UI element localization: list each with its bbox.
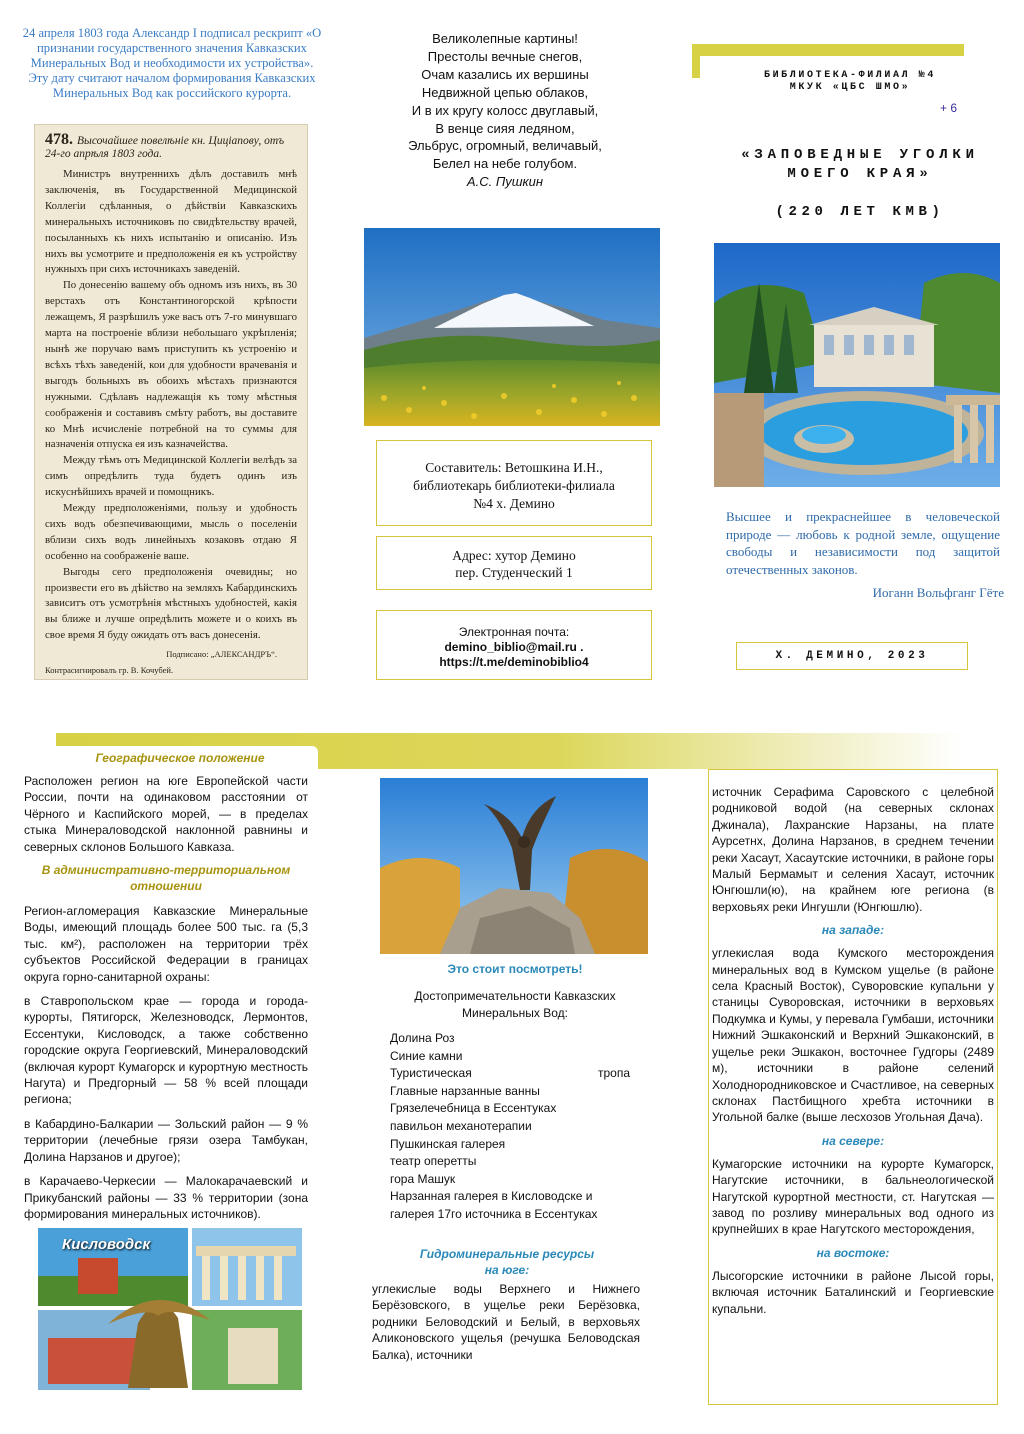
poem-line: Престолы вечные снегов, bbox=[427, 48, 583, 64]
list-item: театр оперетты bbox=[390, 1154, 477, 1169]
list-item-part: тропа bbox=[597, 1066, 630, 1081]
geo-text: Расположен регион на юге Европейской части России, почти на одинаковом расстоянии от Чёрного и Каспийского морей, — в пределах стыка Минераловодской наклонной равнины и северных склонов Большого Кавказа. bbox=[24, 774, 308, 854]
hydro-column bbox=[712, 784, 994, 1323]
poem-author: А.С. Пушкин bbox=[466, 174, 544, 190]
email-label: Электронная почта: bbox=[458, 625, 570, 639]
compiler-line: №4 х. Демино bbox=[473, 496, 555, 511]
decree-paragraph: По донесенію вашему объ одномъ изъ нихъ, въ 30 верстахъ отъ Константиногорской крѣпости лежащемъ, Я разрѣшилъ уже васъ отъ 7-го минувшаго марта на построеніе вблизи небольшаго укрѣпленія; нынѣ же поручаю вамъ приступить къ устроенію и всѣхъ тѣхъ заведеній, кои для удобности врачеванія и выгодъ больныхъ въ обоихъ мѣстахъ признаются нужными. Сдѣлавъ надлежащія къ тому мѣстныя соображенія и составивъ смѣту работъ, вы доставите ко Мнѣ исчисленіе потребной на то суммы для назначенія отпуска ея изъ казначейства. bbox=[45, 279, 297, 451]
compiler-line: Составитель: Ветошкина И.Н., bbox=[425, 460, 603, 475]
poem-line: Очам казались их вершины bbox=[421, 66, 589, 82]
eagle-illustration bbox=[380, 778, 648, 954]
decree-paragraph: Министръ внутреннихъ дѣлъ доставилъ мнѣ заключенія, въ Государственной Медицинской Коллегіи сдѣланныя, о дѣйствіи Кавказскихъ минеральныхъ источниковъ по свидѣтельству врачей, посыланныхъ къ нихъ испытанію и описанію. Изъ нихъ вы усмотрите и предположенія ея къ устройству нужныхъ при сихъ источникахъ заведеній. bbox=[45, 168, 297, 276]
list-item: Пушкинская галерея bbox=[390, 1136, 506, 1151]
poem-line: В венце сияя ледяном, bbox=[435, 120, 575, 136]
poem-line: Эльбрус, огромный, величавый, bbox=[408, 138, 602, 154]
admin-paragraph: в Ставропольском крае — города и города-курорты, Пятигорск, Железноводск, Лермонтов, Ессентуки, Кисловодск, а также собственно городские округа Георгиевский, Минераловодский (включая курорт Кумагорск и курортную местность Нагута) и Предгорный — 58 % всей площади региона; bbox=[24, 994, 308, 1107]
decree-paragraph: Между предположеніями, пользу и удобность сихъ водъ обезпечивающими, мысль о поселеніи вблизи сихъ водъ линейныхъ козаковъ отдаю Я особенно на соображеніе ваше. bbox=[45, 502, 297, 562]
goethe-quote: Высшее и прекраснейшее в человеческой природе — любовь к родной земле, ощущение свободы и независимости под защитой отечественных законов. bbox=[726, 509, 1000, 577]
age-rating-badge: + 6 bbox=[940, 101, 958, 115]
address-box bbox=[376, 536, 652, 590]
admin-text bbox=[24, 903, 308, 1230]
admin-paragraph: Регион-агломерация Кавказские Минеральные Воды, имеющий площадь более 500 тыс. га (5,3 тыс. км²), расположен на территории трёх субъектов Российской Федерации в границах округа горно-санитарной охраны: bbox=[24, 904, 308, 984]
poem-line: Белел на небе голубом. bbox=[432, 156, 578, 172]
hydro-east-text: Лысогорские источники в районе Лысой горы, включая источник Баталинский и Георгиевские купальни. bbox=[712, 1268, 994, 1316]
hydro-west-text: углекислая вода Кумского месторождения минеральных вод в Кумском ущелье (в районе села Красный Восток), Суворовские купальни у станицы Суворовская, источники в верховьях Подкумка и Кумы, у перевала Гумбаши, источники Нижний Эшкаконский и Верхний Эшкаконский, в ущелье реки Эшкакон, восточнее Гудгоры (2489 м), источники в районе селений Холоднородниковское и Счастливое, на северных склонах Пастбищного хребта источники в Угольной балке (выше лесхозов Угольная Дача). bbox=[712, 946, 994, 1125]
list-item: Грязелечебница в Ессентуках bbox=[390, 1101, 557, 1116]
compiler-info-box bbox=[376, 440, 652, 526]
decree-paragraph: Между тѣмъ отъ Медицинской Коллегіи велѣдъ за симъ опредѣлить туда будетъ одинъ изъ искуснѣйшихъ врачей и помощникъ. bbox=[45, 454, 297, 499]
geo-heading: Географическое положение bbox=[95, 751, 265, 765]
admin-heading: В административно-территориальном отношении bbox=[41, 863, 291, 893]
sights-intro: Достопримечательности Кавказских Минеральных Вод: bbox=[414, 989, 616, 1020]
list-item: Главные нарзанные ванны bbox=[390, 1083, 540, 1098]
poem-line: Великолепные картины! bbox=[432, 31, 578, 46]
title-line: «ЗАПОВЕДНЫЕ УГОЛКИ bbox=[741, 147, 979, 163]
decree-paragraph: Выгоды сего предположенія очевидны; но произвести его въ дѣйство на земляхъ Кабардинскихъ зависитъ отъ усмотрѣнія мѣстныхъ удобностей, какія вы ближе и лучше опредѣлить можете и о коихъ въ свое время Я буду ожидать отъ васъ донесенія. bbox=[45, 565, 297, 642]
list-item: Нарзанная галерея в Кисловодске и галерея 17го источника в Ессентуках bbox=[390, 1189, 598, 1221]
goethe-quote-author: Иоганн Вольфганг Гёте bbox=[872, 585, 1004, 600]
hydro-heading bbox=[372, 1246, 642, 1278]
list-item: гора Машук bbox=[390, 1171, 456, 1186]
list-item bbox=[390, 1065, 630, 1083]
sights-list bbox=[390, 1030, 630, 1224]
decree-countersign: Контрасигнировалъ гр. В. Кочубей. bbox=[45, 665, 174, 676]
elbrus-photo bbox=[364, 228, 660, 426]
decree-number: 478. bbox=[45, 131, 73, 148]
hydro-north-heading: на севере: bbox=[821, 1133, 885, 1148]
address-line: Адрес: хутор Демино bbox=[452, 548, 576, 563]
resort-illustration bbox=[714, 243, 1000, 487]
decree-intro-text: 24 апреля 1803 года Александр I подписал рескрипт «О признании государственного значения Кавказских Минеральных Вод и необходимости их устройства». Эту дату считают началом формирования Кавказских Минеральных Вод как российского курорта. bbox=[22, 26, 322, 100]
compiler-line: библиотекарь библиотеки-филиала bbox=[413, 478, 615, 493]
hydro-west-heading: на западе: bbox=[821, 923, 885, 938]
poem-line: Недвижной цепью облаков, bbox=[421, 84, 589, 100]
hydro-north-text: Кумагорские источники на курорте Кумагорск, Нагутские источники, в бальнеологической Нагутской курортной местности, ст. Нагутская — завод по розливу минеральных вод одного из крупнейших в крае Нагутского месторождения, bbox=[712, 1156, 994, 1237]
contacts-box bbox=[376, 610, 652, 680]
library-name-line: БИБЛИОТЕКА-ФИЛИАЛ №4 bbox=[763, 70, 937, 81]
hydro-south-heading: на юге: bbox=[484, 1263, 530, 1277]
library-name bbox=[700, 70, 1000, 94]
admin-paragraph: в Кабардино-Балкарии — Зольский район — 9 % территории (лечебные грязи озера Тамбукан, Долина Нарзанов и другое); bbox=[24, 1116, 308, 1164]
list-item: Синие камни bbox=[390, 1048, 463, 1063]
list-item-part: Туристическая bbox=[390, 1066, 472, 1081]
telegram-link[interactable]: https://t.me/deminobiblio4 bbox=[439, 655, 589, 669]
decree-signature: Подписано: „АЛЕКСАНДРЪ“. bbox=[166, 649, 277, 660]
hydro-south-text: углекислые воды Верхнего и Нижнего Берёзовского, в ущелье реки Берёзовка, родники Беловодский и Белый, в верховьях Аликоновского ущелья (речушка Беловодская Балка), источники bbox=[372, 1282, 640, 1362]
hydro-east-heading: на востоке: bbox=[816, 1245, 890, 1260]
admin-paragraph: в Карачаево-Черкесии — Малокарачаевский и Прикубанский районы — 33 % территории (зона формирования минеральных источников). bbox=[24, 1174, 308, 1221]
kislovodsk-label: Кисловодск bbox=[62, 1236, 151, 1253]
resort-pool-photo bbox=[714, 243, 1000, 487]
email-link[interactable]: demino_biblio@mail.ru . bbox=[444, 640, 584, 654]
decree-heading bbox=[45, 133, 297, 161]
elbrus-illustration bbox=[364, 228, 660, 426]
address-line: пер. Студенческий 1 bbox=[455, 565, 573, 580]
decree-title: Высочайшее повелѣніе кн. Цицianову, отъ 24-го апрѣля 1803 года. bbox=[45, 135, 285, 160]
sights-heading: Это стоит посмотреть! bbox=[447, 962, 583, 976]
list-item: павильон механотерапии bbox=[390, 1118, 532, 1133]
brochure-subtitle: (220 ЛЕТ КМВ) bbox=[775, 204, 945, 220]
library-name-line: МКУК «ЦБС ШМО» bbox=[789, 82, 911, 93]
eagle-monument-photo bbox=[380, 778, 648, 954]
hydro-title: Гидроминеральные ресурсы bbox=[419, 1247, 595, 1261]
pushkin-poem bbox=[380, 30, 630, 191]
place-year-box: Х. ДЕМИНО, 2023 bbox=[736, 642, 968, 670]
kislovodsk-collage bbox=[38, 1228, 302, 1390]
title-line: МОЕГО КРАЯ» bbox=[787, 166, 933, 182]
list-item: Долина Роз bbox=[390, 1031, 455, 1045]
poem-line: И в их кругу колосс двуглавый, bbox=[411, 102, 599, 118]
brochure-title bbox=[700, 146, 1020, 184]
hydro-south-continued: источник Серафима Саровского с целебной родниковой водой (на северных склонах Джинала), Лахранские Нарзаны, на плате Аурсетнх, Долина Нарзанов, в среднем течении реки Хасаут, Хасаутские источники, в районе горы Малый Бермамыт и селения Хасаут, источник Юнгюшли(ю), на крайнем юге региона (в верховьях реки Ингушли (Юнгюшлю). bbox=[712, 785, 994, 914]
decree-scan-image bbox=[34, 124, 308, 680]
